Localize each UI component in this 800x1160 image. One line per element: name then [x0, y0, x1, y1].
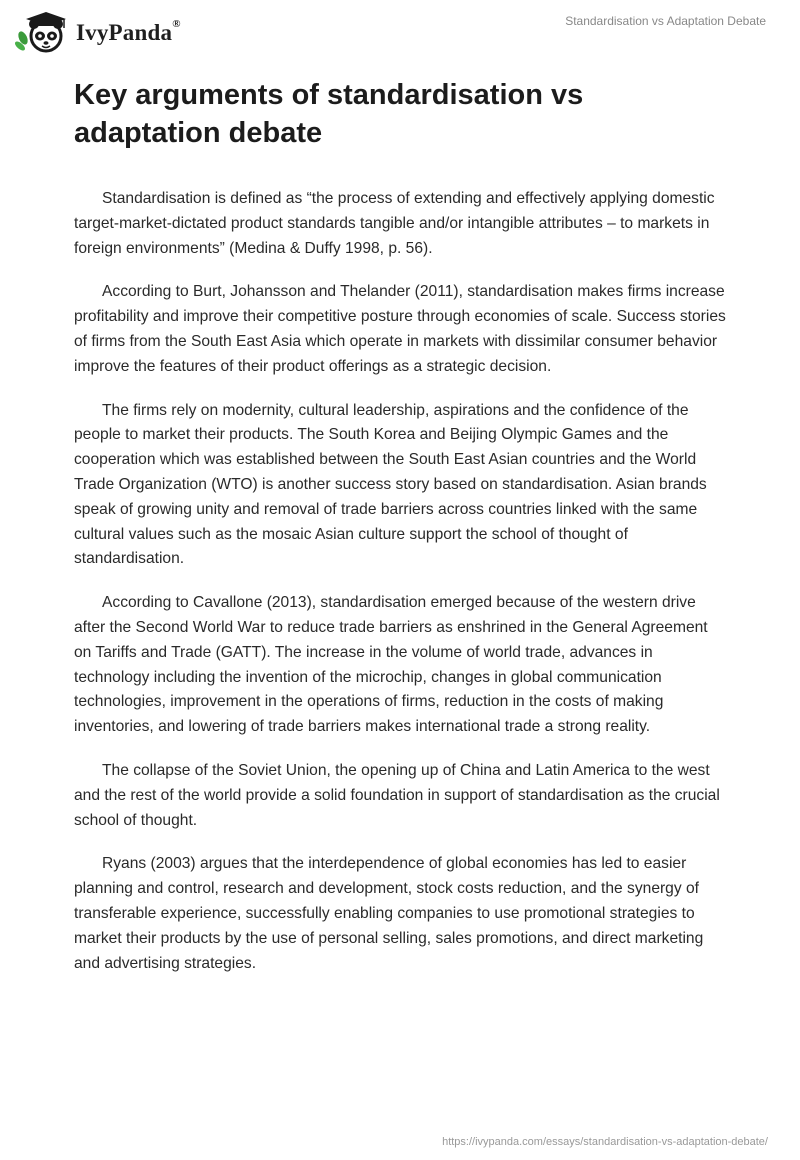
ivypanda-logo[interactable]	[14, 10, 181, 54]
panda-mascot-icon	[14, 10, 70, 54]
document-title: Standardisation vs Adaptation Debate	[565, 14, 766, 28]
article-paragraph: The collapse of the Soviet Union, the opening up of China and Latin America to the west and the rest of the world provide a solid foundation in support of standardisation as the crucial school of thought.	[74, 761, 720, 829]
brand-name: IvyPanda®	[76, 18, 181, 45]
article-paragraph: The firms rely on modernity, cultural leadership, aspirations and the confidence of the people to market their products. The South Korea and Beijing Olympic Games and the cooperation which was established between the South East Asian countries and the World Trade Organization (WTO) is another success story based on standardisation. Asian brands speak of growing unity and removal of trade barriers across countries linked with the same cultural values such as the mosaic Asian culture support the school of thought of standardisation.	[74, 401, 707, 568]
page-header	[0, 0, 800, 60]
article-paragraph: According to Cavallone (2013), standardisation emerged because of the western drive after the Second World War to reduce trade barriers as enshrined in the General Agreement on Tariffs and Trade (GATT). The increase in the volume of world trade, advances in technology including the invention of the microchip, changes in global communication technologies, improvement in the operations of firms, reduction in the costs of making inventories, and lowering of trade barriers makes international trade a strong reality.	[74, 594, 708, 736]
article-paragraph: According to Burt, Johansson and Thelander (2011), standardisation makes firms increase profitability and improve their competitive posture through economies of scale. Success stories of firms from the South East Asia which operate in markets with dissimilar consumer behavior improve the features of their product offerings as a strategic decision.	[74, 283, 726, 375]
source-url[interactable]: https://ivypanda.com/essays/standardisation-vs-adaptation-debate/	[442, 1136, 768, 1148]
article-paragraph: Standardisation is defined as “the process of extending and effectively applying domestic target-market-dictated product standards tangible and/or intangible attributes – to markets in foreign environments” (Medina & Duffy 1998, p. 56).	[74, 190, 715, 257]
registered-mark: ®	[172, 18, 181, 31]
article-paragraph: Ryans (2003) argues that the interdependence of global economies has led to easier planning and control, research and development, stock costs reduction, and the synergy of transferable experience, successfully enabling companies to use promotional strategies to market their products by the use of personal selling, sales promotions, and direct marketing and advertising strategies.	[74, 855, 704, 972]
article	[74, 76, 726, 995]
article-heading: Key arguments of standardisation vs adaptation debate	[74, 79, 584, 149]
